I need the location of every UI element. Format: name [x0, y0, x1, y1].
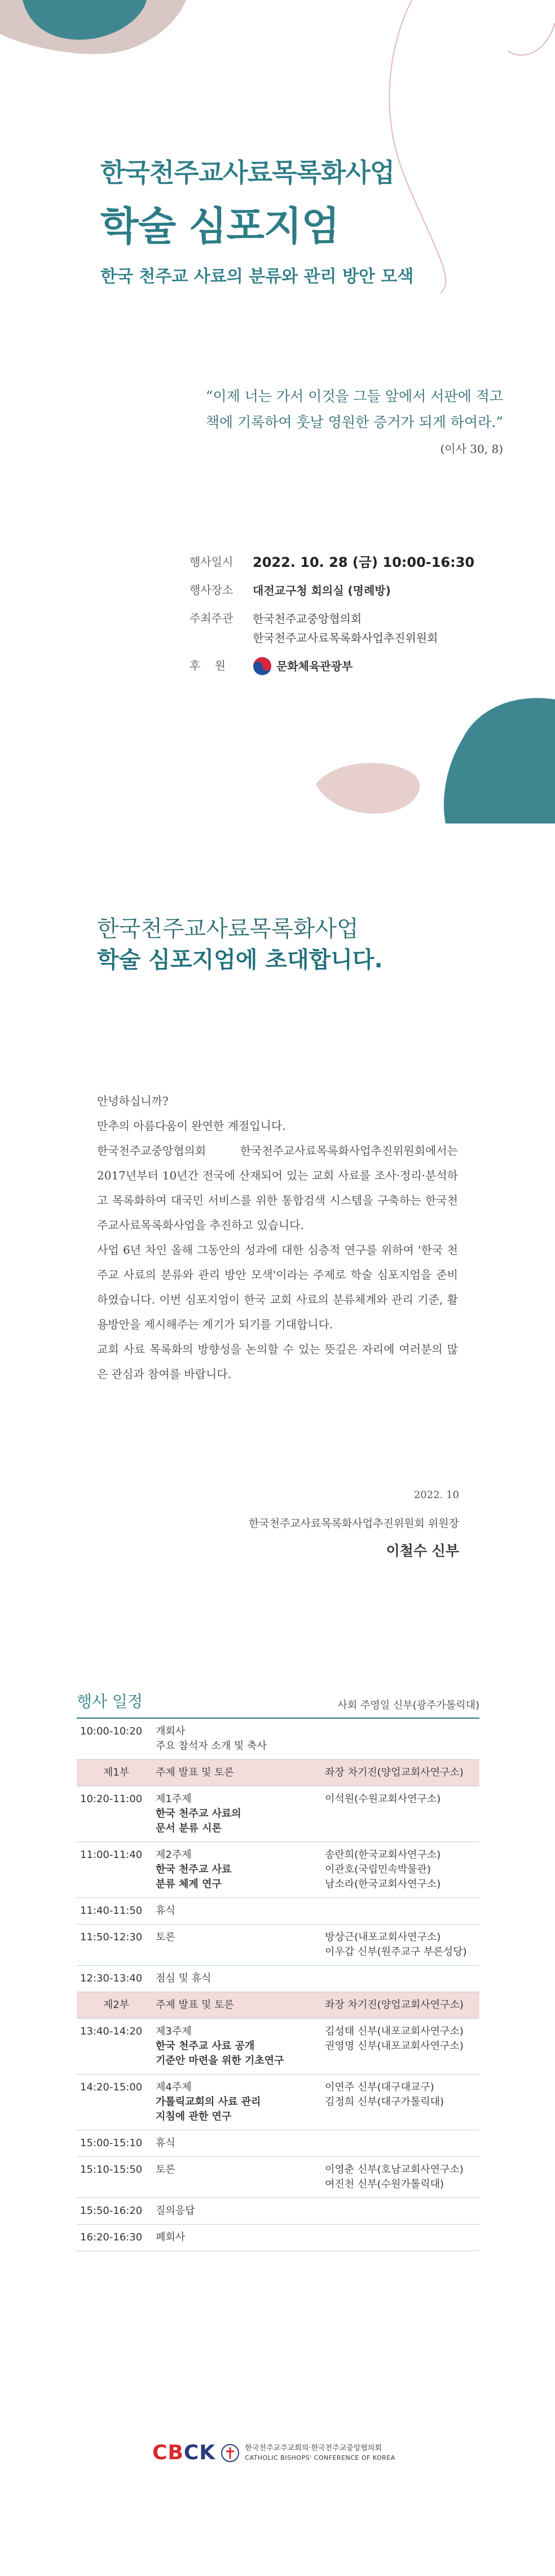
- presenter-line: 김성태 신부(내포교회사연구소): [325, 2025, 464, 2037]
- schedule-row: [77, 1898, 479, 1925]
- footer-org-en: CATHOLIC BISHOPS' CONFERENCE OF KOREA: [245, 2454, 395, 2461]
- presenter-line: 김정희 신부(대구가톨릭대): [325, 2096, 444, 2108]
- presenter-line: 이영춘 신부(호남교회사연구소): [325, 2164, 464, 2176]
- top-left-blob-decoration: [0, 0, 186, 62]
- schedule-time: 10:20-11:00: [80, 1793, 143, 1805]
- schedule-presenters: [325, 2024, 479, 2068]
- schedule-presenters: [325, 2136, 479, 2151]
- program-line: 제1주제: [156, 1793, 192, 1805]
- program-line: 기준안 마련을 위한 기초연구: [156, 2055, 284, 2067]
- schedule-time: 11:40-11:50: [80, 1905, 143, 1917]
- schedule-program: [156, 1792, 325, 1836]
- schedule-row: [77, 1842, 479, 1898]
- invitation-title-line2: 학술 심포지엄에 초대합니다.: [97, 947, 383, 973]
- date-value: 2022. 10. 28 (금) 10:00-16:30: [253, 554, 475, 570]
- schedule-row: [77, 1966, 479, 1992]
- program-line: 문서 분류 시론: [156, 1822, 222, 1834]
- presenter-line: 이석원(수원교회사연구소): [325, 1793, 441, 1805]
- program-line: 질의응답: [156, 2205, 195, 2217]
- program-line: 제4주제: [156, 2081, 192, 2093]
- schedule-presenters: [325, 1904, 479, 1918]
- info-row-date: [190, 553, 474, 572]
- letter-paragraph: 안녕하십니까?: [97, 1094, 169, 1108]
- schedule-program: [156, 1848, 325, 1892]
- info-row-sponsor: [190, 657, 474, 676]
- schedule-program: [156, 2080, 325, 2124]
- schedule-table: [77, 1689, 479, 2251]
- host-value-2: 한국천주교사료목록화사업추진위원회: [253, 631, 438, 645]
- schedule-program: [156, 2136, 325, 2151]
- schedule-program: [156, 1971, 325, 1986]
- quote-source: (이사 30, 8): [440, 442, 503, 456]
- schedule-time: 11:50-12:30: [80, 1931, 143, 1943]
- schedule-presenters: [325, 1792, 479, 1836]
- schedule-time: 13:40-14:20: [80, 2025, 143, 2037]
- schedule-session-row: [77, 1992, 479, 2019]
- schedule-presenters: [325, 2204, 479, 2218]
- letter-signer-org: 한국천주교사료목록화사업추진위원회 위원장: [248, 1517, 459, 1530]
- letter-date: 2022. 10: [413, 1489, 459, 1501]
- program-line: 한국 천주교 사료 공개: [156, 2040, 255, 2052]
- quote-line1: “이제 너는 가서 이것을 그들 앞에서 서판에 적고: [205, 388, 503, 404]
- schedule-row: [77, 2019, 479, 2075]
- schedule-row: [77, 1925, 479, 1966]
- hero-title-line2: 학술 심포지엄: [100, 203, 340, 249]
- schedule-presenters: [325, 2163, 479, 2192]
- place-label: 행사장소: [190, 583, 234, 597]
- schedule-time: 15:00-15:10: [80, 2137, 143, 2149]
- program-line: 휴식: [156, 2137, 175, 2149]
- schedule-session-row: [77, 1760, 479, 1786]
- program-line: 한국 천주교 사료: [156, 1864, 232, 1875]
- schedule-program: [156, 1998, 325, 2013]
- bishops-conference-emblem-icon: [221, 2444, 239, 2462]
- schedule-presenters: [325, 1971, 479, 1986]
- schedule-time: 16:20-16:30: [80, 2231, 143, 2243]
- schedule-program: [156, 2204, 325, 2218]
- schedule-time: 15:50-16:20: [80, 2205, 143, 2217]
- program-line: 제3주제: [156, 2025, 192, 2037]
- schedule-program: [156, 1765, 325, 1780]
- schedule-presenters: [325, 2230, 479, 2245]
- program-line: 가톨릭교회의 사료 관리: [156, 2096, 261, 2108]
- top-right-line-decoration: [344, 0, 555, 293]
- schedule-row: [77, 2075, 479, 2130]
- schedule-presenters: [325, 2080, 479, 2124]
- scripture-quote: [142, 384, 503, 435]
- host-value-1: 한국천주교중앙협의회: [253, 612, 362, 626]
- schedule-program: [156, 2163, 325, 2192]
- hero-title-line1: 한국천주교사료목록화사업: [100, 157, 395, 188]
- schedule-title: 행사 일정: [77, 1692, 143, 1711]
- schedule-row: [77, 2225, 479, 2251]
- letter-signer-name: 이철수 신부: [386, 1543, 459, 1559]
- program-line: 주제 발표 및 토론: [156, 1999, 234, 2011]
- sponsor-name: 문화체육관광부: [276, 659, 353, 673]
- schedule-header: [77, 1689, 479, 1719]
- date-label: 행사일시: [190, 555, 234, 569]
- schedule-time: 12:30-13:40: [80, 1972, 143, 1984]
- schedule-moderator: 사회 주영일 신부(광주가톨릭대): [337, 1699, 479, 1711]
- schedule-time: 15:10-15:50: [80, 2164, 143, 2176]
- schedule-row: [77, 2198, 479, 2225]
- letter-paragraph: 교회 사료 목록화의 방향성을 논의할 수 있는 뜻깊은 자리에 여러분의 많은 관심과 참여를 바랍니다.: [97, 1342, 458, 1381]
- schedule-time: 10:00-10:20: [80, 1725, 143, 1737]
- presenter-line: 방상근(내포교회사연구소): [325, 1931, 441, 1943]
- letter-paragraph: 만추의 아름다움이 완연한 계절입니다.: [97, 1119, 286, 1133]
- presenter-line: 남소라(한국교회사연구소): [325, 1878, 441, 1890]
- invitation-title-line1: 한국천주교사료목록화사업: [97, 916, 359, 942]
- invitation-letter: [97, 1089, 458, 1386]
- schedule-presenters: [325, 1848, 479, 1892]
- cbck-logo-part1: CB: [152, 2441, 184, 2464]
- schedule-rows: [77, 1719, 479, 2251]
- sponsor-label: 후 원: [190, 659, 226, 672]
- program-line: 토론: [156, 2164, 175, 2176]
- schedule-program: [156, 1930, 325, 1959]
- session-part: 제1부: [103, 1767, 130, 1778]
- event-info: [190, 553, 474, 685]
- program-line: 토론: [156, 1931, 175, 1943]
- schedule-program: [156, 1724, 325, 1754]
- info-row-place: [190, 581, 474, 600]
- presenter-line: 여진천 신부(수원가톨릭대): [325, 2178, 444, 2190]
- presenter-line: 이우갑 신부(원주교구 부론성당): [325, 1946, 467, 1958]
- program-line: 개회사: [156, 1725, 186, 1737]
- footer-logo: [152, 2441, 395, 2464]
- schedule-time: 11:00-11:40: [80, 1849, 143, 1861]
- presenter-line: 이관호(국립민속박물관): [325, 1864, 431, 1875]
- place-value: 대전교구청 회의실 (명례방): [253, 584, 391, 597]
- cbck-logo: [152, 2441, 215, 2464]
- program-line: 지침에 관한 연구: [156, 2111, 232, 2123]
- schedule-presenters: [325, 1930, 479, 1959]
- schedule-time: 14:20-15:00: [80, 2081, 143, 2093]
- presenter-line: 이연주 신부(대구대교구): [325, 2081, 434, 2093]
- program-line: 분류 체계 연구: [156, 1878, 222, 1890]
- session-part: 제2부: [103, 1999, 130, 2011]
- cbck-logo-part2: CK: [183, 2441, 216, 2464]
- quote-line2: 책에 기록하여 훗날 영원한 증거가 되게 하여라.”: [205, 414, 503, 430]
- presenter-line: 권영명 신부(내포교회사연구소): [325, 2040, 464, 2052]
- program-line: 주요 참석자 소개 및 축사: [156, 1740, 267, 1752]
- info-row-host: [190, 609, 474, 648]
- schedule-row: [77, 1786, 479, 1842]
- footer-org-text: [245, 2443, 395, 2463]
- schedule-program: [156, 2024, 325, 2068]
- schedule-presenters: [325, 1724, 479, 1754]
- schedule-presenters: [325, 1998, 479, 2013]
- presenter-line: 송란희(한국교회사연구소): [325, 1849, 441, 1861]
- schedule-row: [77, 2157, 479, 2198]
- program-line: 휴식: [156, 1905, 175, 1917]
- program-line: 제2주제: [156, 1849, 192, 1861]
- host-label: 주최주관: [190, 611, 234, 625]
- hero-subtitle: 한국 천주교 사료의 분류와 관리 방안 모색: [100, 267, 414, 287]
- program-line: 한국 천주교 사료의: [156, 1808, 241, 1820]
- schedule-row: [77, 2130, 479, 2157]
- footer-org-ko: 한국천주교주교회의·한국천주교중앙협의회: [245, 2443, 382, 2452]
- letter-paragraph: 사업 6년 차인 올해 그동안의 성과에 대한 심층적 연구를 위하여 '한국 천주교 사료의 분류와 관리 방안 모색'이라는 주제로 학술 심포지엄을 준비하였습니다. 이번 심포지엄이 한국 교회 사료의 분류체계와 관리 기준, 활용방안을 제시해주는 계기가 되기를 기대합니다.: [97, 1243, 458, 1331]
- schedule-program: [156, 2230, 325, 2245]
- mid-right-blob-decoration: [316, 694, 555, 824]
- sponsor-value: [253, 657, 353, 676]
- program-line: 주제 발표 및 토론: [156, 1767, 234, 1778]
- schedule-program: [156, 1904, 325, 1918]
- letter-paragraph: 한국천주교중앙협의회 한국천주교사료목록화사업추진위원회에서는 2017년부터 10년간 전국에 산재되어 있는 교회 사료를 조사·정리·분석하고 목록화하여 대국민 서비스를 위한 통합검색 시스템을 구축하는 한국천주교사료목록화사업을 추진하고 있습니다.: [97, 1144, 458, 1232]
- presenter-line: 좌장 차기진(양업교회사연구소): [325, 1767, 464, 1778]
- presenter-line: 좌장 차기진(양업교회사연구소): [325, 1999, 464, 2011]
- program-line: 폐회사: [156, 2231, 186, 2243]
- taegeuk-emblem-icon: [253, 657, 272, 676]
- program-line: 점심 및 휴식: [156, 1972, 212, 1984]
- schedule-row: [77, 1719, 479, 1760]
- schedule-presenters: [325, 1765, 479, 1780]
